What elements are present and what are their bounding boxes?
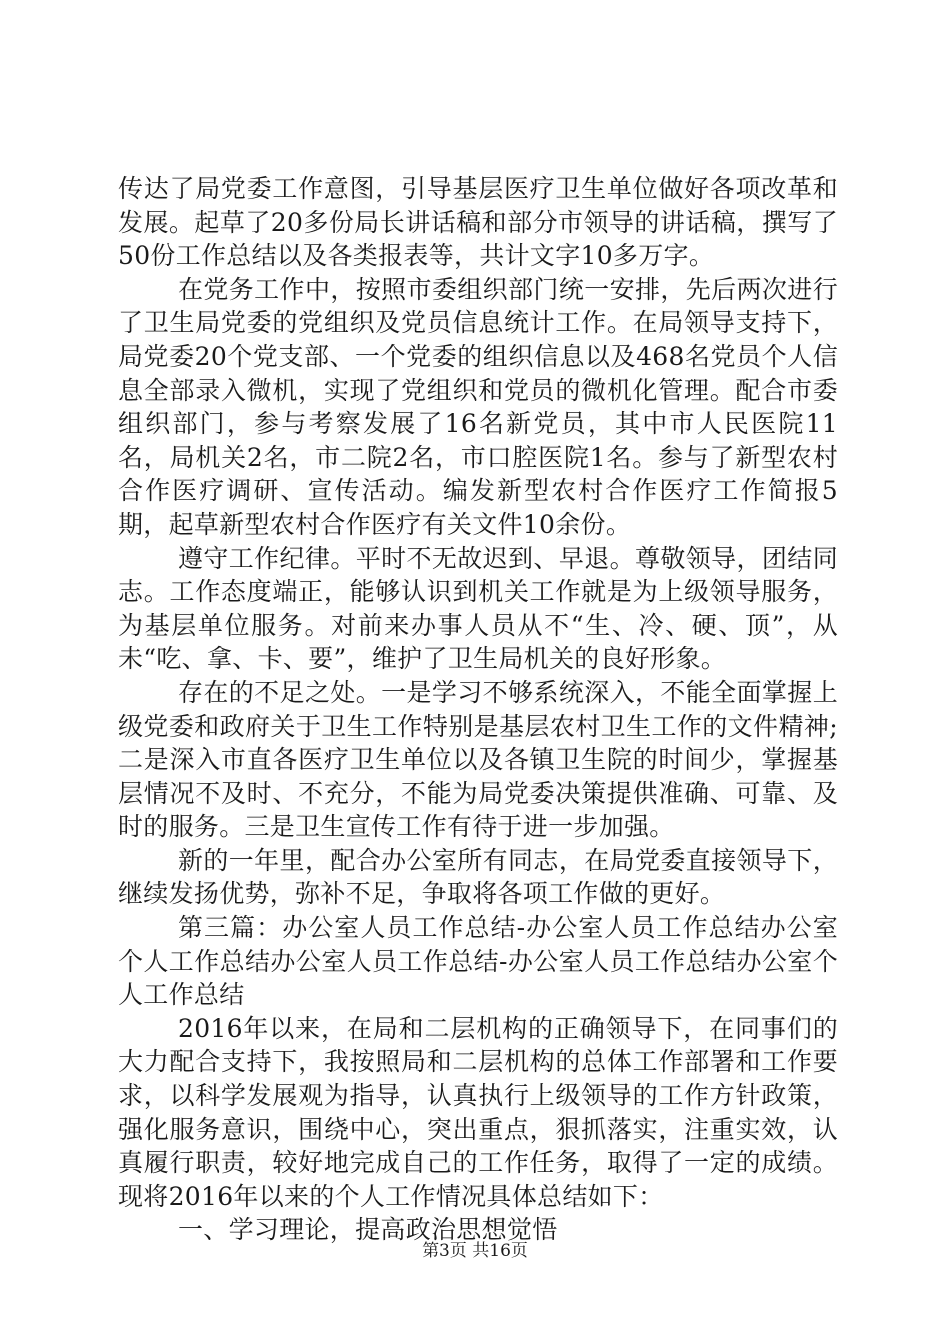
paragraph-heading-study-theory: 一、学习理论，提高政治思想觉悟 [178, 1215, 558, 1245]
paragraph-section-title: 第三篇：办公室人员工作总结-办公室人员工作总结办公室个人工作总结办公室人员工作总结-办公室人员工作总结办公室个人工作总结 [118, 913, 838, 1010]
page-footer [0, 1240, 950, 1262]
document-body [118, 172, 838, 1247]
paragraph-work-discipline: 遵守工作纪律。平时不无故迟到、早退。尊敬领导，团结同志。工作态度端正，能够认识到机关工作就是为上级领导服务，为基层单位服务。对前来办事人员从不“生、冷、硬、顶”，从未“吃、拿、卡、要”，维护了卫生局机关的良好形象。 [118, 543, 838, 674]
paragraph-continuation: 传达了局党委工作意图，引导基层医疗卫生单位做好各项改革和发展。起草了20多份局长讲话稿和部分市领导的讲话稿，撰写了50份工作总结以及各类报表等，共计文字10多万字。 [118, 174, 838, 271]
paragraph-party-affairs: 在党务工作中，按照市委组织部门统一安排，先后两次进行了卫生局党委的党组织及党员信息统计工作。在局领导支持下，局党委20个党支部、一个党委的组织信息以及468名党员个人信息全部录入微机，实现了党组织和党员的微机化管理。配合市委组织部门，参与考察发展了16名新党员，其中市人民医院11名，局机关2名，市二院2名，市口腔医院1名。参与了新型农村合作医疗调研、宣传活动。编发新型农村合作医疗工作简报5期，起草新型农村合作医疗有关文件10余份。 [118, 274, 838, 539]
paragraph-intro-2016: 2016年以来，在局和二层机构的正确领导下，在同事们的大力配合支持下，我按照局和二层机构的总体工作部署和工作要求，以科学发展观为指导，认真执行上级领导的工作方针政策，强化服务意识，围绕中心，突出重点，狠抓落实，注重实效，认真履行职责，较好地完成自己的工作任务，取得了一定的成绩。现将2016年以来的个人工作情况具体总结如下： [118, 1013, 838, 1211]
page-number-label: 第3页 共16页 [422, 1241, 528, 1261]
paragraph-new-year: 新的一年里，配合办公室所有同志，在局党委直接领导下，继续发扬优势，弥补不足，争取将各项工作做的更好。 [118, 845, 838, 909]
paragraph-shortcomings: 存在的不足之处。一是学习不够系统深入，不能全面掌握上级党委和政府关于卫生工作特别是基层农村卫生工作的文件精神;二是深入市直各医疗卫生单位以及各镇卫生院的时间少，掌握基层情况不及时、不充分，不能为局党委决策提供准确、可靠、及时的服务。三是卫生宣传工作有待于进一步加强。 [118, 677, 838, 842]
